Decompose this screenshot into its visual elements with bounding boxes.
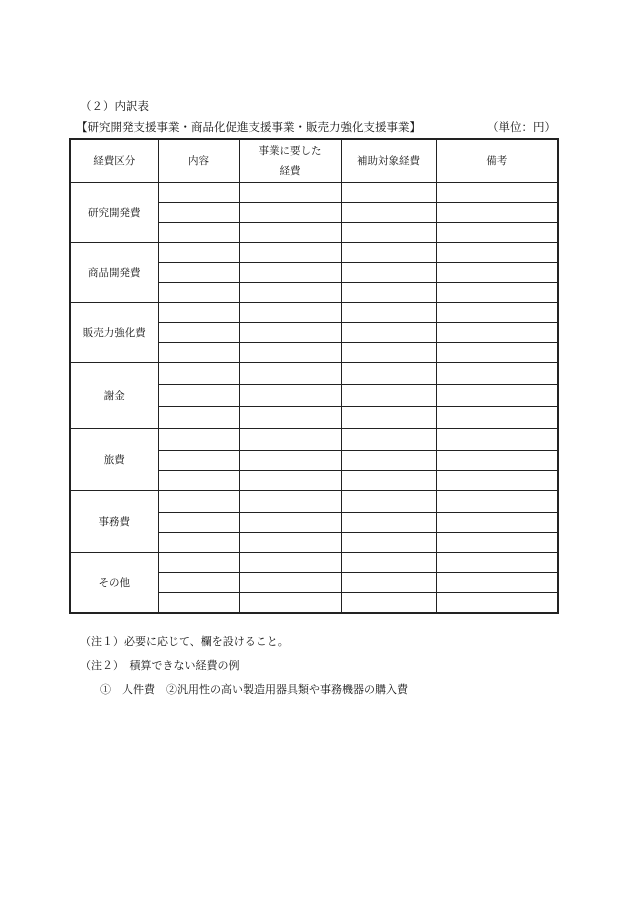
eligible-cell[interactable] — [341, 363, 436, 385]
eligible-cell[interactable] — [341, 343, 436, 363]
note-2: （注２） 積算できない経費の例 — [80, 659, 240, 672]
header-required-line1: 事業に要した — [258, 145, 322, 157]
table-row — [70, 183, 558, 203]
eligible-cell[interactable] — [341, 429, 436, 451]
remarks-cell[interactable] — [436, 573, 558, 593]
content-cell[interactable] — [158, 451, 239, 471]
content-cell[interactable] — [158, 283, 239, 303]
eligible-cell[interactable] — [341, 513, 436, 533]
content-cell[interactable] — [158, 385, 239, 407]
remarks-cell[interactable] — [436, 513, 558, 533]
category-cell: 商品開発費 — [70, 243, 158, 303]
required-cell[interactable] — [239, 343, 341, 363]
notes — [80, 630, 408, 702]
header-category: 経費区分 — [70, 139, 158, 183]
eligible-cell[interactable] — [341, 183, 436, 203]
content-cell[interactable] — [158, 553, 239, 573]
content-cell[interactable] — [158, 593, 239, 613]
remarks-cell[interactable] — [436, 491, 558, 513]
required-cell[interactable] — [239, 223, 341, 243]
eligible-cell[interactable] — [341, 243, 436, 263]
content-cell[interactable] — [158, 471, 239, 491]
remarks-cell[interactable] — [436, 343, 558, 363]
eligible-cell[interactable] — [341, 593, 436, 613]
remarks-cell[interactable] — [436, 553, 558, 573]
content-cell[interactable] — [158, 343, 239, 363]
eligible-cell[interactable] — [341, 407, 436, 429]
content-cell[interactable] — [158, 203, 239, 223]
header-required-line2: 経費 — [279, 165, 301, 177]
content-cell[interactable] — [158, 183, 239, 203]
remarks-cell[interactable] — [436, 429, 558, 451]
required-cell[interactable] — [239, 553, 341, 573]
category-cell: 販売力強化費 — [70, 303, 158, 363]
note-1: （注１）必要に応じて、欄を設けること。 — [80, 635, 289, 648]
remarks-cell[interactable] — [436, 183, 558, 203]
required-cell[interactable] — [239, 283, 341, 303]
remarks-cell[interactable] — [436, 203, 558, 223]
content-cell[interactable] — [158, 263, 239, 283]
content-cell[interactable] — [158, 323, 239, 343]
remarks-cell[interactable] — [436, 471, 558, 491]
required-cell[interactable] — [239, 323, 341, 343]
required-cell[interactable] — [239, 513, 341, 533]
eligible-cell[interactable] — [341, 283, 436, 303]
eligible-cell[interactable] — [341, 573, 436, 593]
eligible-cell[interactable] — [341, 323, 436, 343]
content-cell[interactable] — [158, 303, 239, 323]
note-3: ① 人件費 ②汎用性の高い製造用器具類や事務機器の購入費 — [100, 683, 408, 696]
eligible-cell[interactable] — [341, 303, 436, 323]
header-eligible-expense: 補助対象経費 — [341, 139, 436, 183]
required-cell[interactable] — [239, 429, 341, 451]
content-cell[interactable] — [158, 429, 239, 451]
remarks-cell[interactable] — [436, 407, 558, 429]
remarks-cell[interactable] — [436, 303, 558, 323]
required-cell[interactable] — [239, 203, 341, 223]
content-cell[interactable] — [158, 407, 239, 429]
required-cell[interactable] — [239, 593, 341, 613]
content-cell[interactable] — [158, 513, 239, 533]
eligible-cell[interactable] — [341, 263, 436, 283]
eligible-cell[interactable] — [341, 491, 436, 513]
table-row — [70, 243, 558, 263]
required-cell[interactable] — [239, 363, 341, 385]
table-title: 【研究開発支援事業・商品化促進支援事業・販売力強化支援事業】 — [76, 120, 421, 134]
header-required-expense — [239, 139, 341, 183]
category-cell: その他 — [70, 553, 158, 613]
table-row — [70, 429, 558, 451]
eligible-cell[interactable] — [341, 553, 436, 573]
remarks-cell[interactable] — [436, 451, 558, 471]
unit-label: （単位：円） — [487, 120, 556, 134]
header-content: 内容 — [158, 139, 239, 183]
eligible-cell[interactable] — [341, 533, 436, 553]
content-cell[interactable] — [158, 363, 239, 385]
required-cell[interactable] — [239, 407, 341, 429]
remarks-cell[interactable] — [436, 263, 558, 283]
breakdown-table — [69, 138, 559, 614]
remarks-cell[interactable] — [436, 283, 558, 303]
category-cell: 研究開発費 — [70, 183, 158, 243]
required-cell[interactable] — [239, 263, 341, 283]
eligible-cell[interactable] — [341, 451, 436, 471]
required-cell[interactable] — [239, 243, 341, 263]
eligible-cell[interactable] — [341, 203, 436, 223]
eligible-cell[interactable] — [341, 223, 436, 243]
remarks-cell[interactable] — [436, 323, 558, 343]
required-cell[interactable] — [239, 491, 341, 513]
required-cell[interactable] — [239, 183, 341, 203]
table-title-row — [76, 119, 556, 135]
category-cell: 旅費 — [70, 429, 158, 491]
required-cell[interactable] — [239, 573, 341, 593]
required-cell[interactable] — [239, 303, 341, 323]
table-header-row — [70, 139, 558, 183]
remarks-cell[interactable] — [436, 363, 558, 385]
category-cell: 謝金 — [70, 363, 158, 429]
remarks-cell[interactable] — [436, 243, 558, 263]
remarks-cell[interactable] — [436, 223, 558, 243]
table-row — [70, 491, 558, 513]
remarks-cell[interactable] — [436, 533, 558, 553]
eligible-cell[interactable] — [341, 385, 436, 407]
remarks-cell[interactable] — [436, 593, 558, 613]
content-cell[interactable] — [158, 243, 239, 263]
category-cell: 事務費 — [70, 491, 158, 553]
header-remarks: 備考 — [436, 139, 558, 183]
content-cell[interactable] — [158, 573, 239, 593]
required-cell[interactable] — [239, 451, 341, 471]
required-cell[interactable] — [239, 385, 341, 407]
required-cell[interactable] — [239, 533, 341, 553]
content-cell[interactable] — [158, 491, 239, 513]
content-cell[interactable] — [158, 223, 239, 243]
section-heading: （２）内訳表 — [80, 99, 149, 113]
table-row — [70, 553, 558, 573]
eligible-cell[interactable] — [341, 471, 436, 491]
table-row — [70, 363, 558, 385]
table-row — [70, 303, 558, 323]
content-cell[interactable] — [158, 533, 239, 553]
required-cell[interactable] — [239, 471, 341, 491]
remarks-cell[interactable] — [436, 385, 558, 407]
